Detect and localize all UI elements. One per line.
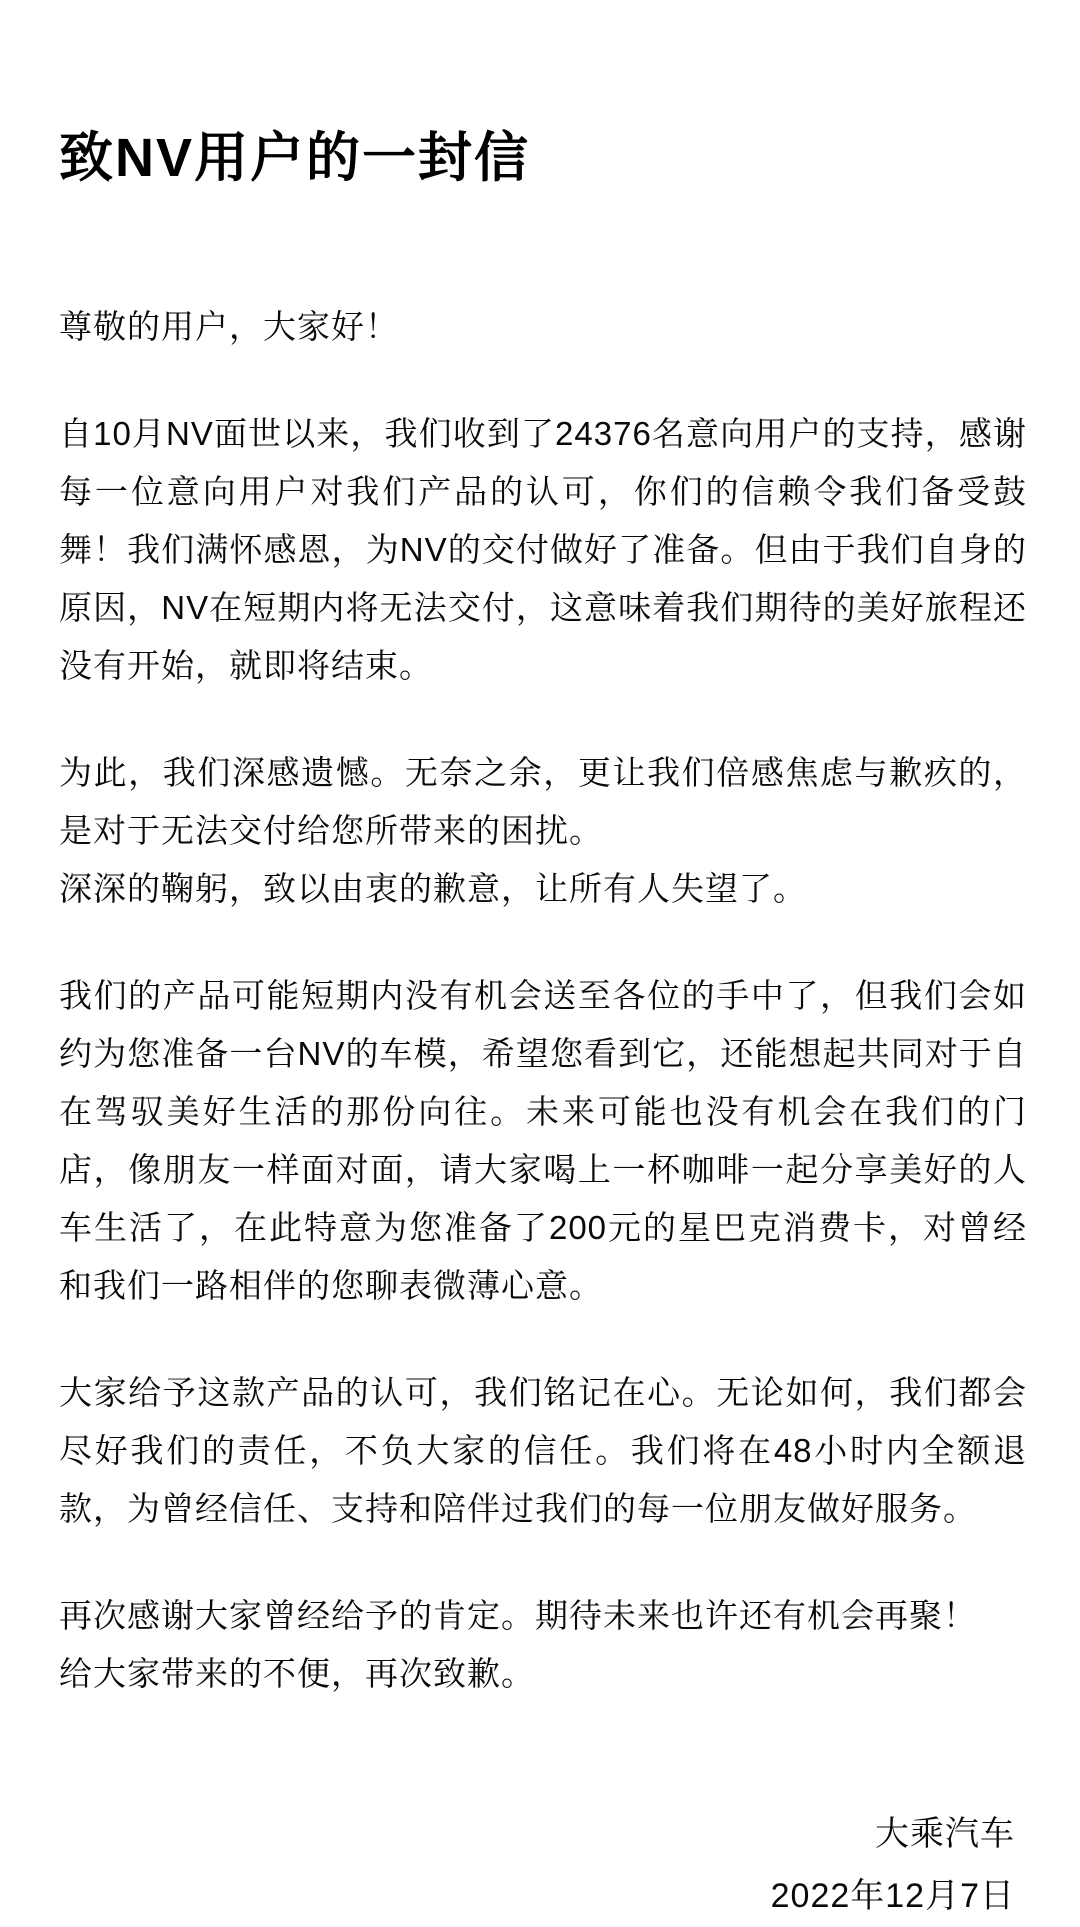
signature-date: 2022年12月7日 [770, 1877, 1015, 1915]
greeting-block [59, 298, 1027, 356]
letter-paragraph: 自10月NV面世以来，我们收到了24376名意向用户的支持，感谢每一位意向用户对我们产品的认可，你们的信赖令我们备受鼓舞！我们满怀感恩，为NV的交付做好了准备。但由于我们自身的原因，NV在短期内将无法交付，这意味着我们期待的美好旅程还没有开始，就即将结束。 [59, 415, 1027, 684]
letter-paragraph: 再次感谢大家曾经给予的肯定。期待未来也许还有机会再聚！ [59, 1597, 977, 1634]
letter-paragraph: 给大家带来的不便，再次致歉。 [59, 1655, 535, 1692]
letter-paragraph: 大家给予这款产品的认可，我们铭记在心。无论如何，我们都会尽好我们的责任，不负大家的信任。我们将在48小时内全额退款，为曾经信任、支持和陪伴过我们的每一位朋友做好服务。 [59, 1374, 1027, 1527]
signature-block [59, 1803, 1027, 1927]
letter-title: 致NV用户的一封信 [59, 128, 531, 188]
letter-paragraph: 为此，我们深感遗憾。无奈之余，更让我们倍感焦虑与歉疚的，是对于无法交付给您所带来的困扰。 [59, 754, 1027, 849]
paragraph-block-4 [59, 1364, 1027, 1538]
paragraph-block-5 [59, 1587, 1027, 1703]
paragraph-block-2 [59, 744, 1027, 918]
paragraph-block-1 [59, 405, 1027, 695]
letter-paragraph: 深深的鞠躬，致以由衷的歉意，让所有人失望了。 [59, 870, 807, 907]
signature-company: 大乘汽车 [875, 1815, 1015, 1853]
letter-greeting: 尊敬的用户，大家好！ [59, 308, 399, 345]
paragraph-block-3 [59, 967, 1027, 1315]
letter-paragraph: 我们的产品可能短期内没有机会送至各位的手中了，但我们会如约为您准备一台NV的车模，希望您看到它，还能想起共同对于自在驾驭美好生活的那份向往。未来可能也没有机会在我们的门店，像朋友一样面对面，请大家喝上一杯咖啡一起分享美好的人车生活了，在此特意为您准备了200元的星巴克消费卡，对曾经和我们一路相伴的您聊表微薄心意。 [59, 977, 1027, 1304]
